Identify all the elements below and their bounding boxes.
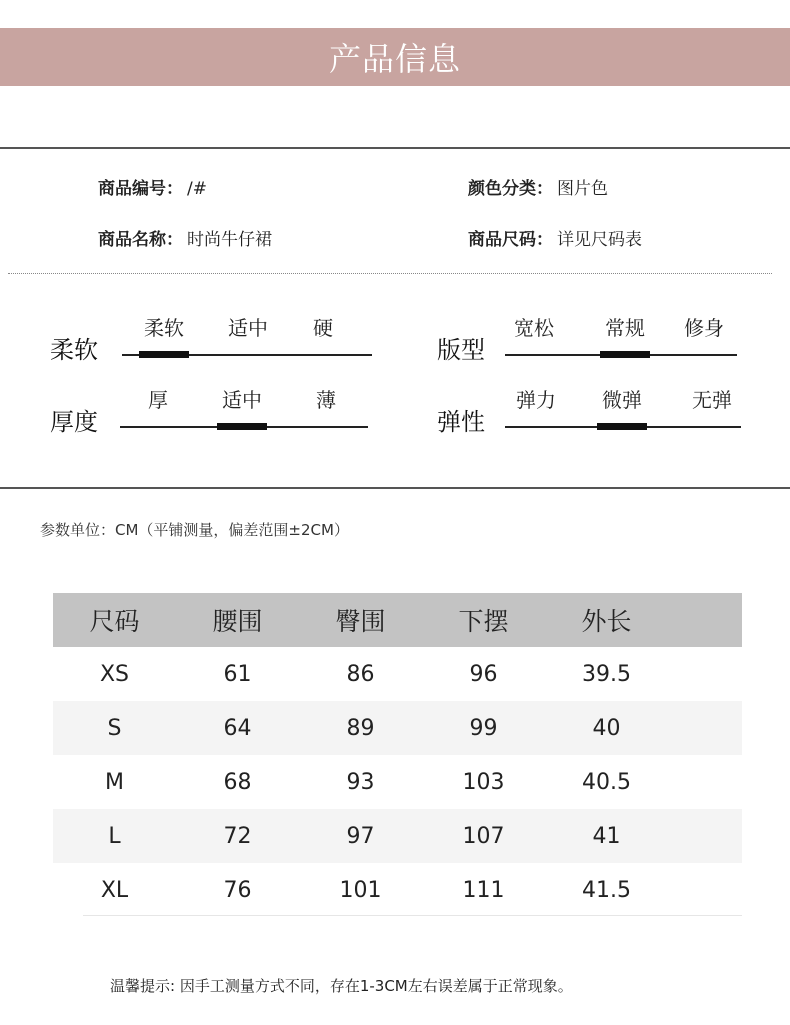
table-cell: L	[108, 823, 121, 849]
product-name	[98, 225, 272, 250]
table-cell: 96	[469, 661, 498, 687]
product-size	[468, 225, 642, 250]
divider	[0, 487, 790, 489]
attribute-option: 弹力	[516, 388, 556, 412]
table-cell: S	[107, 715, 122, 741]
attribute-option: 宽松	[514, 316, 554, 340]
table-cell: 41.5	[582, 877, 631, 903]
header-cell: 外长	[581, 607, 632, 636]
table-cell: 103	[462, 769, 505, 795]
attribute-fit	[437, 312, 777, 372]
attribute-title: 厚度	[50, 408, 98, 436]
product-name-value: 时尚牛仔裙	[187, 230, 272, 250]
attribute-elasticity	[437, 384, 777, 444]
table-cell: 40	[592, 715, 621, 741]
table-cell: 61	[223, 661, 252, 687]
attribute-option: 微弹	[602, 388, 642, 412]
attribute-option: 修身	[684, 316, 724, 340]
table-cell: M	[105, 769, 124, 795]
attribute-title: 柔软	[50, 336, 98, 364]
table-row	[53, 863, 742, 917]
unit-note: 参数单位：CM（平铺测量，偏差范围±2CM）	[40, 521, 349, 539]
size-table-header	[53, 593, 742, 647]
table-cell: XL	[100, 877, 129, 903]
attribute-thickness	[50, 384, 390, 444]
product-size-value: 详见尺码表	[557, 230, 642, 250]
table-cell: 97	[346, 823, 375, 849]
product-code-label: 商品编号：	[98, 179, 183, 199]
product-code	[98, 174, 207, 199]
attribute-title: 版型	[437, 336, 485, 364]
divider	[0, 147, 790, 149]
attribute-selected-marker	[597, 423, 647, 430]
product-code-value: /#	[187, 179, 207, 199]
attribute-option: 常规	[605, 316, 645, 340]
table-cell: 40.5	[582, 769, 631, 795]
table-cell: XS	[99, 661, 130, 687]
table-cell: 89	[346, 715, 375, 741]
attribute-option: 薄	[316, 388, 336, 412]
table-row	[53, 755, 742, 809]
table-cell: 93	[346, 769, 375, 795]
attribute-selected-marker	[139, 351, 189, 358]
size-table	[53, 593, 742, 917]
table-cell: 64	[223, 715, 252, 741]
header-cell: 尺码	[89, 607, 140, 636]
table-cell: 41	[592, 823, 621, 849]
table-cell: 72	[223, 823, 252, 849]
table-row	[53, 809, 742, 863]
table-row	[53, 647, 742, 701]
attribute-title: 弹性	[437, 408, 485, 436]
header-cell: 臀围	[335, 607, 386, 636]
product-color-value: 图片色	[557, 179, 608, 199]
table-cell: 39.5	[582, 661, 631, 687]
product-size-label: 商品尺码：	[468, 230, 553, 250]
banner-title: 产品信息	[328, 40, 461, 78]
attribute-option: 厚	[148, 388, 168, 412]
table-cell: 101	[339, 877, 382, 903]
footer-tip: 温馨提示: 因手工测量方式不同，存在1-3CM左右误差属于正常现象。	[110, 977, 573, 995]
attribute-option: 柔软	[144, 316, 184, 340]
dotted-divider	[8, 273, 772, 274]
header-cell: 腰围	[212, 607, 263, 636]
table-cell: 86	[346, 661, 375, 687]
attribute-option: 硬	[313, 316, 333, 340]
product-color	[468, 174, 608, 199]
attribute-softness	[50, 312, 390, 372]
section-banner	[0, 28, 790, 86]
product-color-label: 颜色分类：	[468, 179, 553, 199]
attribute-selected-marker	[217, 423, 267, 430]
attribute-option: 适中	[228, 316, 268, 340]
table-cell: 76	[223, 877, 252, 903]
table-row	[53, 701, 742, 755]
attribute-option: 无弹	[692, 388, 732, 412]
table-cell: 111	[462, 877, 505, 903]
table-cell: 68	[223, 769, 252, 795]
attribute-option: 适中	[222, 388, 262, 412]
table-cell: 107	[462, 823, 505, 849]
attribute-selected-marker	[600, 351, 650, 358]
table-cell: 99	[469, 715, 498, 741]
header-cell: 下摆	[458, 607, 509, 636]
table-bottom-line	[83, 915, 742, 916]
product-name-label: 商品名称：	[98, 230, 183, 250]
